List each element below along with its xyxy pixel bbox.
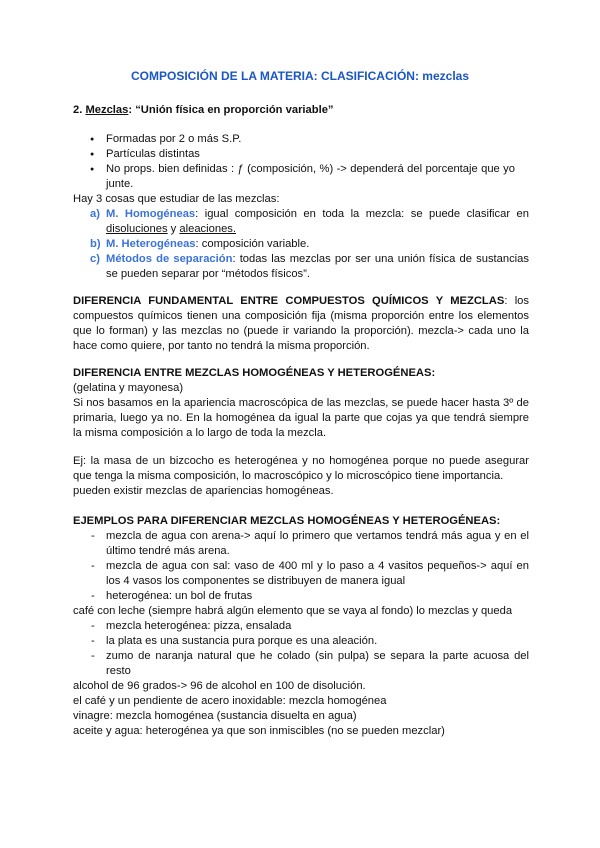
intro-line: Hay 3 cosas que estudiar de las mezclas:: [73, 193, 280, 205]
diferencia-mezclas-section: [73, 366, 529, 441]
dash-item: - mezcla de agua con arena-> aquí lo primero que vertamos tendrá más agua y en el último tendré más arena.: [73, 529, 529, 559]
line: aceite y agua: heterogénea ya que son inmiscibles (no se pueden mezclar): [73, 725, 445, 737]
dash-item: - heterogénea: un bol de frutas: [73, 589, 529, 604]
line: café con leche (siempre habrá algún elemento que se vaya al fondo) lo mezclas y queda: [73, 605, 513, 617]
page-title: COMPOSICIÓN DE LA MATERIA: CLASIFICACIÓN: mezclas: [130, 69, 470, 83]
item-label: M. Homogéneas: [106, 208, 196, 220]
paragraph: pueden existir mezclas de apariencias homogéneas.: [73, 485, 334, 497]
diferencia-mezclas-heading: DIFERENCIA ENTRE MEZCLAS HOMOGÉNEAS Y HETEROGÉNEAS:: [73, 367, 436, 379]
dash-item: - mezcla de agua con sal: vaso de 400 ml y lo paso a 4 vasitos pequeños-> aquí en los 4 vasos los componentes se distribuyen de manera igual: [73, 559, 529, 589]
diferencia-paragraph: [73, 294, 529, 354]
ejemplos-heading: EJEMPLOS PARA DIFERENCIAR MEZCLAS HOMOGÉNEAS Y HETEROGÉNEAS:: [73, 515, 501, 527]
bullet-list: [73, 132, 529, 192]
item-text: : composición variable.: [195, 238, 310, 250]
bullet-item: ● No props. bien definidas : ƒ (composición, %) -> dependerá del porcentaje que yo junte.: [73, 162, 529, 192]
dash-list: [73, 619, 529, 679]
item-text: : igual composición en toda la mezcla: se puede clasificar en: [195, 208, 529, 220]
line: alcohol de 96 grados-> 96 de alcohol en 100 de disolución.: [73, 680, 366, 692]
bullet-item: ● Formadas por 2 o más S.P.: [73, 132, 529, 147]
paragraph: Si nos basamos en la apariencia macroscópica de las mezclas, se puede hacer hasta 3º de primaria, luego ya no. En la homogénea da igual la parte que cojas ya que tendrá siempre la misma composición a lo largo de toda la mezcla.: [73, 397, 529, 439]
paragraph: Ej: la masa de un bizcocho es heterogénea y no homogénea porque no puede asegurar que tenga la misma composición, lo macroscópico y lo microscópico tiene importancia.: [73, 455, 529, 482]
section-subtitle: : “Unión física en proporción variable”: [128, 104, 334, 116]
item-label: Métodos de separación: [106, 253, 233, 265]
item-text: : todas las mezclas por ser una unión física de sustancias se pueden separar por “métodos físicos”.: [106, 253, 529, 280]
alpha-list: [73, 207, 529, 282]
alpha-item: [73, 237, 529, 252]
alpha-item: [73, 252, 529, 282]
item-marker: b): [90, 238, 101, 250]
section-heading: [73, 103, 529, 118]
bullet-item: ● Partículas distintas: [73, 147, 529, 162]
ejemplos-section: [73, 514, 529, 739]
item-marker: a): [90, 208, 100, 220]
item-link-aleaciones: aleaciones.: [179, 223, 236, 235]
item-marker: c): [90, 253, 100, 265]
item-label: M. Heterogéneas: [106, 238, 196, 250]
example-note: (gelatina y mayonesa): [73, 382, 184, 394]
diferencia-heading: DIFERENCIA FUNDAMENTAL ENTRE COMPUESTOS QUÍMICOS Y MEZCLAS: [73, 295, 505, 307]
dash-list: [73, 529, 529, 604]
alpha-item: [73, 207, 529, 237]
dash-item: - mezcla heterogénea: pizza, ensalada: [73, 619, 529, 634]
dash-item: - la plata es una sustancia pura porque es una aleación.: [73, 634, 529, 649]
example-section: [73, 454, 529, 499]
section-heading-word: Mezclas: [85, 104, 129, 116]
dash-item: - zumo de naranja natural que he colado (sin pulpa) se separa la parte acuosa del resto: [73, 649, 529, 679]
diferencia-text: : los compuestos químicos tienen una composición fija (misma proporción entre los elementos que lo forman) y las mezclas no (puede ir variando la proporción). mezcla-> cada uno la hace como quiere, por tanto no tendrá la misma proporción.: [73, 295, 529, 352]
line: el café y un pendiente de acero inoxidable: mezcla homogénea: [73, 695, 387, 707]
item-text-mid: y: [167, 223, 180, 235]
item-link-disoluciones: disoluciones: [106, 223, 168, 235]
section-number: 2.: [73, 104, 86, 116]
line: vinagre: mezcla homogénea (sustancia disuelta en agua): [73, 710, 357, 722]
bullet-list-container: [73, 132, 529, 282]
